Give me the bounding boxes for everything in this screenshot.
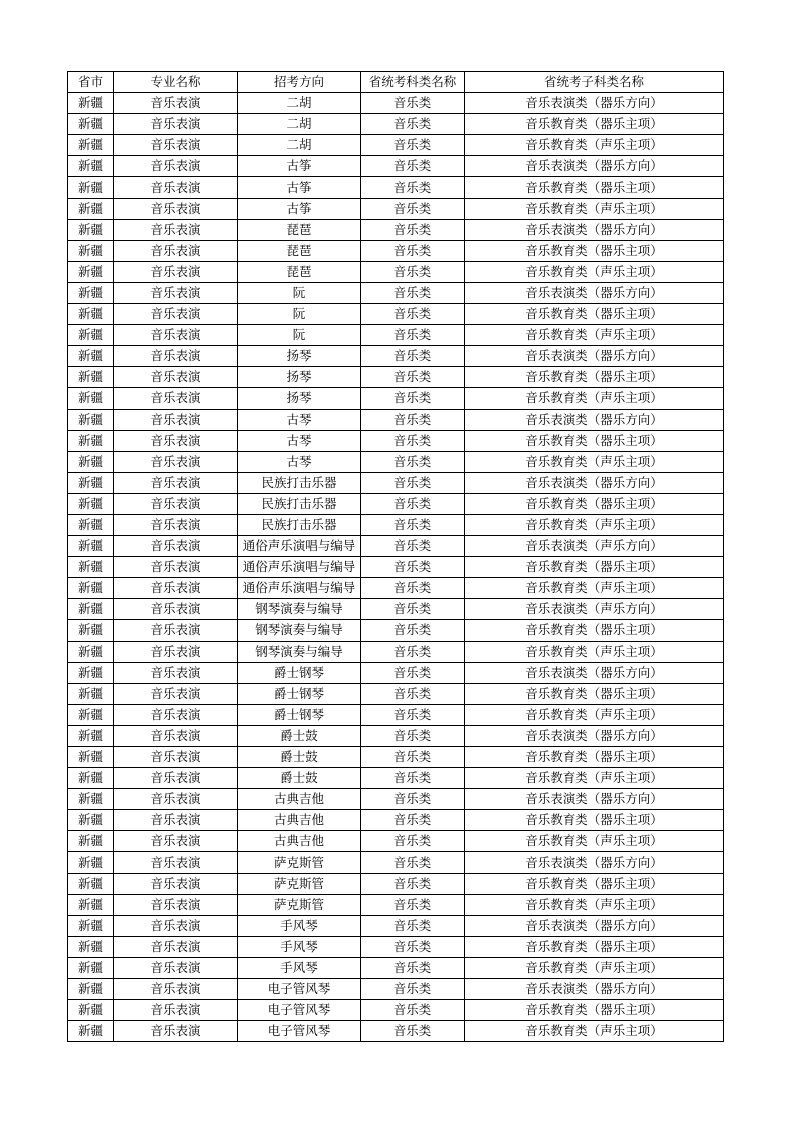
cell-province: 新疆 [68,599,114,620]
cell-exam-category: 音乐类 [361,768,465,789]
table-row [68,536,724,557]
cell-exam-category: 音乐类 [361,620,465,641]
table-row [68,346,724,367]
cell-exam-subcategory: 音乐教育类（器乐主项） [465,747,724,768]
cell-province: 新疆 [68,662,114,683]
cell-province: 新疆 [68,261,114,282]
cell-major: 音乐表演 [114,557,238,578]
cell-exam-category: 音乐类 [361,810,465,831]
cell-major: 音乐表演 [114,451,238,472]
cell-exam-subcategory: 音乐教育类（器乐主项） [465,114,724,135]
cell-major: 音乐表演 [114,282,238,303]
cell-exam-category: 音乐类 [361,1000,465,1021]
table-row [68,240,724,261]
cell-province: 新疆 [68,1021,114,1042]
cell-direction: 琵琶 [238,240,361,261]
cell-direction: 古筝 [238,156,361,177]
table-row [68,873,724,894]
cell-major: 音乐表演 [114,325,238,346]
cell-direction: 古典吉他 [238,789,361,810]
cell-direction: 民族打击乐器 [238,514,361,535]
cell-direction: 通俗声乐演唱与编导 [238,557,361,578]
cell-direction: 古琴 [238,451,361,472]
cell-exam-category: 音乐类 [361,936,465,957]
cell-direction: 钢琴演奏与编导 [238,599,361,620]
cell-direction: 爵士鼓 [238,768,361,789]
cell-direction: 扬琴 [238,346,361,367]
table-header-row [68,72,724,93]
cell-exam-category: 音乐类 [361,641,465,662]
cell-exam-subcategory: 音乐教育类（器乐主项） [465,367,724,388]
cell-province: 新疆 [68,304,114,325]
cell-direction: 通俗声乐演唱与编导 [238,578,361,599]
cell-direction: 萨克斯管 [238,852,361,873]
table-row [68,957,724,978]
cell-direction: 爵士鼓 [238,725,361,746]
cell-province: 新疆 [68,873,114,894]
cell-exam-category: 音乐类 [361,261,465,282]
table-row [68,1021,724,1042]
cell-direction: 古典吉他 [238,810,361,831]
cell-major: 音乐表演 [114,536,238,557]
cell-exam-category: 音乐类 [361,662,465,683]
header-major: 专业名称 [114,72,238,93]
cell-exam-category: 音乐类 [361,894,465,915]
table-row [68,472,724,493]
cell-exam-category: 音乐类 [361,957,465,978]
cell-province: 新疆 [68,831,114,852]
header-direction: 招考方向 [238,72,361,93]
cell-province: 新疆 [68,156,114,177]
cell-exam-subcategory: 音乐教育类（器乐主项） [465,240,724,261]
cell-direction: 手风琴 [238,957,361,978]
table-row [68,282,724,303]
cell-province: 新疆 [68,704,114,725]
table-row [68,768,724,789]
table-row [68,177,724,198]
cell-direction: 阮 [238,304,361,325]
cell-exam-subcategory: 音乐教育类（声乐主项） [465,894,724,915]
cell-exam-subcategory: 音乐表演类（声乐方向） [465,536,724,557]
cell-province: 新疆 [68,514,114,535]
cell-exam-subcategory: 音乐表演类（器乐方向） [465,915,724,936]
cell-direction: 扬琴 [238,388,361,409]
table-row [68,620,724,641]
cell-exam-subcategory: 音乐教育类（声乐主项） [465,388,724,409]
cell-exam-category: 音乐类 [361,93,465,114]
table-row [68,852,724,873]
cell-exam-subcategory: 音乐教育类（器乐主项） [465,1000,724,1021]
cell-province: 新疆 [68,367,114,388]
cell-exam-subcategory: 音乐教育类（器乐主项） [465,810,724,831]
cell-exam-category: 音乐类 [361,114,465,135]
cell-exam-category: 音乐类 [361,831,465,852]
cell-exam-subcategory: 音乐教育类（声乐主项） [465,135,724,156]
cell-exam-subcategory: 音乐表演类（器乐方向） [465,852,724,873]
cell-direction: 电子管风琴 [238,1000,361,1021]
cell-major: 音乐表演 [114,873,238,894]
cell-exam-subcategory: 音乐教育类（器乐主项） [465,493,724,514]
cell-major: 音乐表演 [114,768,238,789]
cell-direction: 钢琴演奏与编导 [238,620,361,641]
table-row [68,599,724,620]
cell-major: 音乐表演 [114,599,238,620]
cell-major: 音乐表演 [114,261,238,282]
cell-province: 新疆 [68,979,114,1000]
cell-exam-subcategory: 音乐表演类（器乐方向） [465,409,724,430]
cell-exam-subcategory: 音乐教育类（器乐主项） [465,873,724,894]
admissions-table [67,71,724,1042]
cell-province: 新疆 [68,683,114,704]
cell-major: 音乐表演 [114,472,238,493]
cell-province: 新疆 [68,894,114,915]
cell-exam-category: 音乐类 [361,430,465,451]
table-body [68,93,724,1042]
cell-major: 音乐表演 [114,725,238,746]
cell-exam-subcategory: 音乐教育类（声乐主项） [465,451,724,472]
table-row [68,641,724,662]
cell-major: 音乐表演 [114,1021,238,1042]
cell-direction: 萨克斯管 [238,894,361,915]
cell-direction: 扬琴 [238,367,361,388]
cell-exam-category: 音乐类 [361,367,465,388]
table-row [68,894,724,915]
cell-direction: 古典吉他 [238,831,361,852]
cell-major: 音乐表演 [114,114,238,135]
cell-exam-subcategory: 音乐教育类（声乐主项） [465,198,724,219]
cell-exam-category: 音乐类 [361,578,465,599]
cell-major: 音乐表演 [114,747,238,768]
cell-direction: 电子管风琴 [238,1021,361,1042]
table-row [68,219,724,240]
cell-exam-subcategory: 音乐教育类（器乐主项） [465,304,724,325]
cell-exam-category: 音乐类 [361,1021,465,1042]
cell-exam-category: 音乐类 [361,409,465,430]
cell-province: 新疆 [68,1000,114,1021]
table-row [68,367,724,388]
cell-exam-category: 音乐类 [361,304,465,325]
cell-major: 音乐表演 [114,240,238,261]
table-row [68,325,724,346]
cell-exam-subcategory: 音乐表演类（器乐方向） [465,725,724,746]
table-row [68,915,724,936]
cell-province: 新疆 [68,810,114,831]
cell-exam-subcategory: 音乐表演类（器乐方向） [465,156,724,177]
cell-direction: 二胡 [238,93,361,114]
table-row [68,388,724,409]
cell-province: 新疆 [68,388,114,409]
cell-exam-category: 音乐类 [361,557,465,578]
cell-direction: 手风琴 [238,915,361,936]
cell-direction: 琵琶 [238,219,361,240]
table-row [68,979,724,1000]
cell-province: 新疆 [68,325,114,346]
header-exam-category: 省统考科类名称 [361,72,465,93]
cell-major: 音乐表演 [114,367,238,388]
cell-major: 音乐表演 [114,831,238,852]
cell-exam-subcategory: 音乐教育类（声乐主项） [465,768,724,789]
table-row [68,557,724,578]
cell-exam-subcategory: 音乐表演类（器乐方向） [465,346,724,367]
cell-exam-category: 音乐类 [361,704,465,725]
cell-province: 新疆 [68,93,114,114]
cell-major: 音乐表演 [114,810,238,831]
cell-province: 新疆 [68,725,114,746]
cell-direction: 萨克斯管 [238,873,361,894]
cell-direction: 钢琴演奏与编导 [238,641,361,662]
table-row [68,261,724,282]
cell-exam-category: 音乐类 [361,725,465,746]
cell-exam-category: 音乐类 [361,873,465,894]
cell-direction: 手风琴 [238,936,361,957]
table-row [68,747,724,768]
table-row [68,725,724,746]
table-row [68,156,724,177]
cell-direction: 二胡 [238,135,361,156]
cell-exam-category: 音乐类 [361,282,465,303]
cell-exam-subcategory: 音乐教育类（声乐主项） [465,957,724,978]
cell-exam-subcategory: 音乐教育类（声乐主项） [465,578,724,599]
cell-exam-subcategory: 音乐教育类（声乐主项） [465,704,724,725]
table-row [68,789,724,810]
cell-direction: 爵士钢琴 [238,683,361,704]
table-row [68,683,724,704]
cell-exam-category: 音乐类 [361,683,465,704]
table-row [68,198,724,219]
cell-major: 音乐表演 [114,493,238,514]
cell-direction: 阮 [238,325,361,346]
cell-direction: 古筝 [238,198,361,219]
cell-exam-subcategory: 音乐表演类（器乐方向） [465,93,724,114]
cell-exam-category: 音乐类 [361,177,465,198]
cell-province: 新疆 [68,557,114,578]
table-row [68,304,724,325]
cell-province: 新疆 [68,915,114,936]
table-row [68,578,724,599]
table-row [68,430,724,451]
cell-exam-subcategory: 音乐表演类（器乐方向） [465,282,724,303]
cell-province: 新疆 [68,936,114,957]
cell-major: 音乐表演 [114,641,238,662]
cell-exam-category: 音乐类 [361,472,465,493]
cell-major: 音乐表演 [114,662,238,683]
cell-exam-subcategory: 音乐表演类（器乐方向） [465,219,724,240]
cell-exam-subcategory: 音乐表演类（器乐方向） [465,789,724,810]
cell-major: 音乐表演 [114,915,238,936]
cell-exam-category: 音乐类 [361,219,465,240]
cell-major: 音乐表演 [114,135,238,156]
cell-direction: 阮 [238,282,361,303]
cell-exam-subcategory: 音乐教育类（声乐主项） [465,261,724,282]
header-exam-subcategory: 省统考子科类名称 [465,72,724,93]
table-row [68,93,724,114]
cell-exam-category: 音乐类 [361,915,465,936]
cell-major: 音乐表演 [114,198,238,219]
cell-province: 新疆 [68,451,114,472]
cell-exam-category: 音乐类 [361,852,465,873]
cell-major: 音乐表演 [114,979,238,1000]
cell-province: 新疆 [68,177,114,198]
cell-exam-subcategory: 音乐教育类（器乐主项） [465,430,724,451]
table-row [68,114,724,135]
cell-major: 音乐表演 [114,894,238,915]
cell-exam-subcategory: 音乐教育类（声乐主项） [465,1021,724,1042]
cell-exam-category: 音乐类 [361,346,465,367]
table-row [68,493,724,514]
cell-exam-subcategory: 音乐教育类（器乐主项） [465,683,724,704]
cell-exam-subcategory: 音乐教育类（声乐主项） [465,831,724,852]
cell-province: 新疆 [68,114,114,135]
cell-direction: 琵琶 [238,261,361,282]
cell-major: 音乐表演 [114,936,238,957]
cell-direction: 通俗声乐演唱与编导 [238,536,361,557]
cell-exam-category: 音乐类 [361,599,465,620]
cell-exam-subcategory: 音乐教育类（器乐主项） [465,936,724,957]
cell-major: 音乐表演 [114,156,238,177]
cell-exam-subcategory: 音乐教育类（器乐主项） [465,177,724,198]
cell-exam-category: 音乐类 [361,514,465,535]
table-row [68,831,724,852]
header-province: 省市 [68,72,114,93]
table-row [68,936,724,957]
table-row [68,1000,724,1021]
cell-province: 新疆 [68,409,114,430]
cell-province: 新疆 [68,957,114,978]
cell-exam-category: 音乐类 [361,536,465,557]
cell-province: 新疆 [68,536,114,557]
table-row [68,409,724,430]
table-row [68,704,724,725]
cell-direction: 二胡 [238,114,361,135]
table-row [68,514,724,535]
cell-direction: 民族打击乐器 [238,472,361,493]
cell-province: 新疆 [68,852,114,873]
cell-exam-subcategory: 音乐教育类（声乐主项） [465,514,724,535]
cell-province: 新疆 [68,135,114,156]
cell-exam-category: 音乐类 [361,388,465,409]
cell-exam-subcategory: 音乐教育类（器乐主项） [465,620,724,641]
cell-major: 音乐表演 [114,1000,238,1021]
cell-major: 音乐表演 [114,177,238,198]
cell-exam-subcategory: 音乐教育类（器乐主项） [465,557,724,578]
cell-exam-subcategory: 音乐表演类（器乐方向） [465,979,724,1000]
cell-direction: 电子管风琴 [238,979,361,1000]
cell-major: 音乐表演 [114,620,238,641]
cell-major: 音乐表演 [114,219,238,240]
table-row [68,810,724,831]
cell-exam-category: 音乐类 [361,198,465,219]
cell-direction: 古琴 [238,409,361,430]
cell-major: 音乐表演 [114,388,238,409]
cell-province: 新疆 [68,282,114,303]
cell-province: 新疆 [68,747,114,768]
cell-major: 音乐表演 [114,93,238,114]
cell-exam-category: 音乐类 [361,979,465,1000]
cell-province: 新疆 [68,219,114,240]
table-row [68,662,724,683]
cell-province: 新疆 [68,346,114,367]
cell-province: 新疆 [68,768,114,789]
cell-exam-category: 音乐类 [361,135,465,156]
cell-province: 新疆 [68,578,114,599]
cell-direction: 古筝 [238,177,361,198]
cell-major: 音乐表演 [114,514,238,535]
cell-major: 音乐表演 [114,430,238,451]
cell-province: 新疆 [68,240,114,261]
cell-direction: 民族打击乐器 [238,493,361,514]
cell-direction: 爵士钢琴 [238,704,361,725]
cell-major: 音乐表演 [114,578,238,599]
cell-province: 新疆 [68,641,114,662]
cell-province: 新疆 [68,789,114,810]
cell-exam-subcategory: 音乐表演类（声乐方向） [465,599,724,620]
cell-major: 音乐表演 [114,852,238,873]
cell-direction: 爵士钢琴 [238,662,361,683]
cell-exam-subcategory: 音乐表演类（器乐方向） [465,472,724,493]
cell-exam-category: 音乐类 [361,451,465,472]
cell-exam-category: 音乐类 [361,493,465,514]
cell-province: 新疆 [68,493,114,514]
cell-exam-category: 音乐类 [361,156,465,177]
cell-exam-category: 音乐类 [361,789,465,810]
table-row [68,135,724,156]
cell-province: 新疆 [68,620,114,641]
cell-exam-subcategory: 音乐表演类（器乐方向） [465,662,724,683]
cell-major: 音乐表演 [114,304,238,325]
cell-exam-subcategory: 音乐教育类（声乐主项） [465,641,724,662]
cell-major: 音乐表演 [114,704,238,725]
cell-major: 音乐表演 [114,409,238,430]
cell-exam-category: 音乐类 [361,325,465,346]
table-row [68,451,724,472]
cell-major: 音乐表演 [114,957,238,978]
cell-exam-subcategory: 音乐教育类（声乐主项） [465,325,724,346]
cell-province: 新疆 [68,472,114,493]
cell-exam-category: 音乐类 [361,747,465,768]
cell-province: 新疆 [68,430,114,451]
cell-major: 音乐表演 [114,346,238,367]
cell-exam-category: 音乐类 [361,240,465,261]
cell-province: 新疆 [68,198,114,219]
cell-direction: 爵士鼓 [238,747,361,768]
cell-major: 音乐表演 [114,789,238,810]
cell-direction: 古琴 [238,430,361,451]
cell-major: 音乐表演 [114,683,238,704]
